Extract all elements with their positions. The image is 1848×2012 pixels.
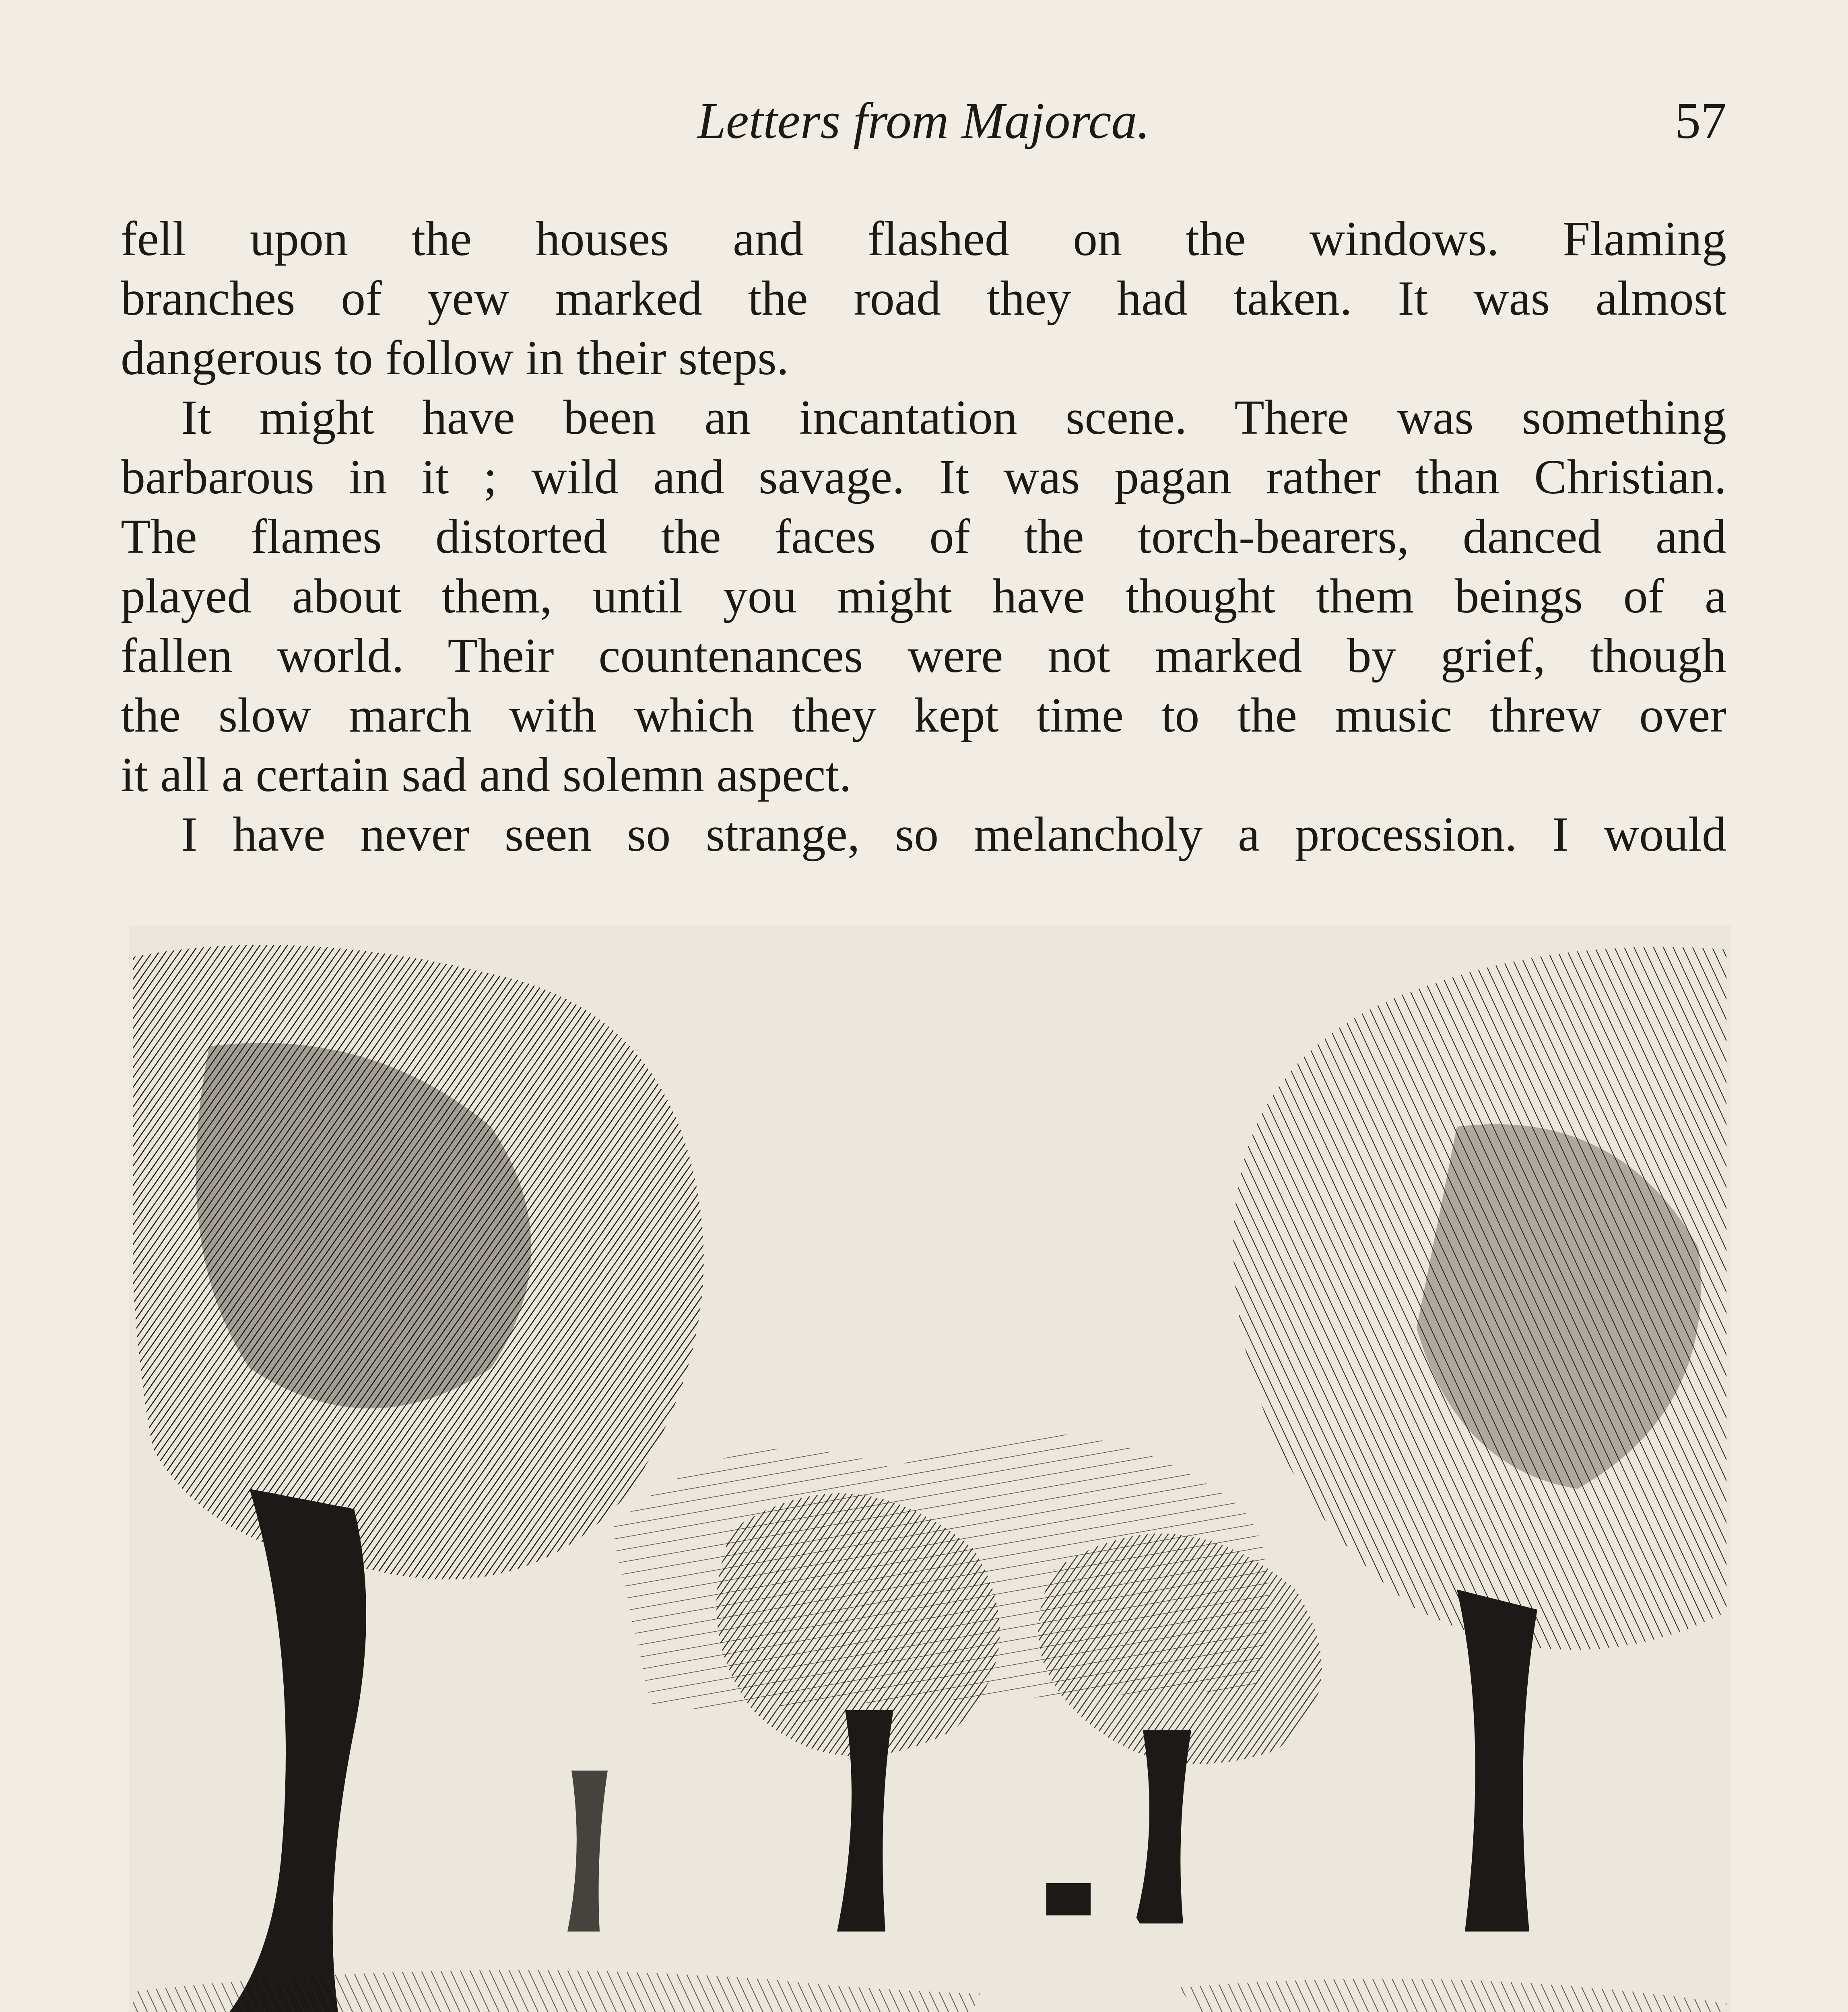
text-line: fell upon the houses and flashed on the windows. Flaming: [121, 212, 1726, 266]
text-line: the slow march with which they kept time to the music threw over: [121, 688, 1726, 742]
text-line: dangerous to follow in their steps.: [121, 331, 789, 385]
paragraph-2: [121, 388, 1726, 805]
page-number: 57: [1675, 92, 1726, 149]
paragraph-3-start: [121, 805, 1726, 864]
running-title: Letters from Majorca.: [697, 92, 1150, 149]
text-line: played about them, until you might have thought them beings of a: [121, 569, 1726, 623]
paragraph-1: [121, 209, 1726, 388]
text-line: The flames distorted the faces of the torch-bearers, danced and: [121, 509, 1726, 564]
text-line: It might have been an incantation scene. There was something: [181, 390, 1726, 445]
running-head: [121, 87, 1726, 155]
illustration-old-moorish-olives: [129, 926, 1730, 2012]
engraving-olive-grove: [129, 926, 1730, 2012]
text-line: barbarous in it ; wild and savage. It was pagan rather than Christian.: [121, 450, 1726, 504]
text-line: it all a certain sad and solemn aspect.: [121, 748, 852, 802]
text-line: I have never seen so strange, so melancholy a procession. I would: [181, 807, 1726, 862]
text-line: fallen world. Their countenances were not marked by grief, though: [121, 629, 1726, 683]
text-line: branches of yew marked the road they had taken. It was almost: [121, 271, 1726, 326]
